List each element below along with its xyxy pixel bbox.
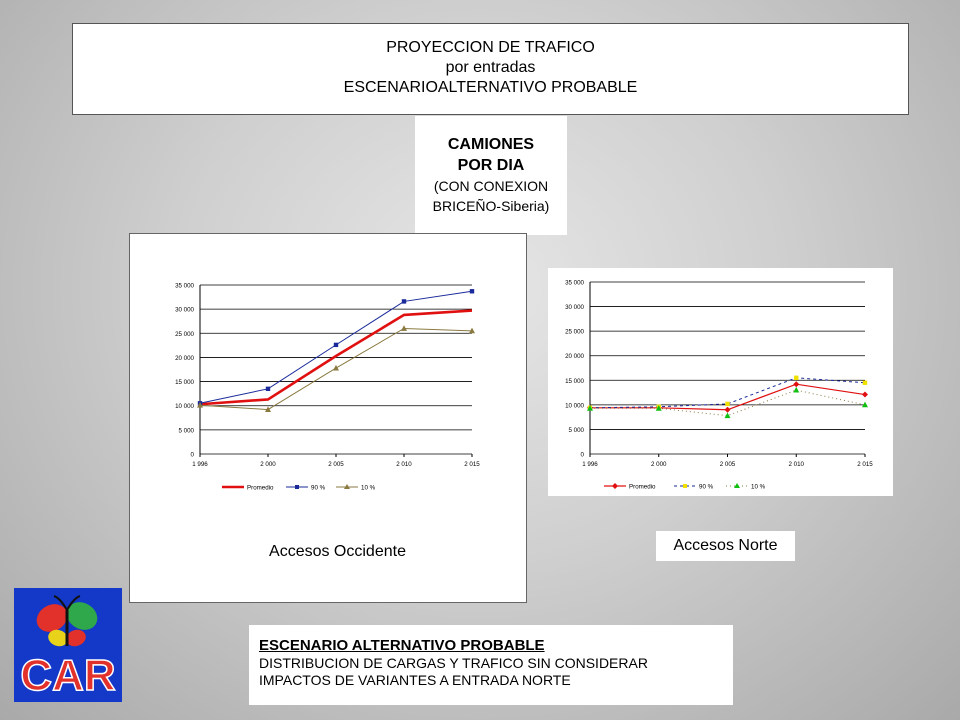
logo-text: CAR: [20, 651, 116, 700]
note-line-1: DISTRIBUCION DE CARGAS Y TRAFICO SIN CONSIDERAR: [259, 655, 648, 671]
north-legend-label: 10 %: [751, 483, 766, 491]
north-legend-label: Promedio: [629, 483, 656, 491]
north-ytick-label: 10 000: [565, 402, 584, 410]
north-xtick-label: 1 996: [582, 461, 598, 468]
west-series-line-1: [200, 291, 472, 403]
north-ytick-label: 25 000: [565, 328, 584, 336]
north-xtick-label: 2 010: [788, 461, 804, 468]
north-ytick-label: 15 000: [565, 377, 584, 385]
west-ytick-label: 35 000: [175, 282, 194, 290]
north-legend-marker: [612, 483, 618, 489]
north-point: [725, 407, 731, 413]
title-line-2: por entradas: [445, 59, 536, 76]
north-legend-marker: [683, 484, 687, 488]
west-legend-label: Promedio: [247, 484, 274, 492]
west-xtick-label: 1 996: [192, 461, 208, 468]
title-line-1: PROYECCION DE TRAFICO: [386, 39, 595, 56]
north-ytick-label: 30 000: [565, 304, 584, 312]
north-legend-label: 90 %: [699, 483, 714, 491]
west-point: [333, 365, 339, 371]
west-ytick-label: 20 000: [175, 354, 194, 362]
north-xtick-label: 2 005: [719, 461, 736, 468]
west-point: [266, 387, 270, 391]
west-ytick-label: 10 000: [175, 403, 194, 411]
label-accesos-norte: Accesos Norte: [656, 531, 795, 561]
west-ytick-label: 5 000: [178, 427, 194, 435]
west-legend-marker: [295, 485, 299, 489]
west-ytick-label: 30 000: [175, 306, 194, 314]
title-line-3: ESCENARIOALTERNATIVO PROBABLE: [343, 79, 638, 96]
north-point: [863, 381, 867, 385]
west-point: [402, 299, 406, 303]
west-ytick-label: 25 000: [175, 330, 194, 338]
west-xtick-label: 2 010: [396, 461, 412, 468]
west-xtick-label: 2 015: [464, 461, 480, 468]
car-logo: [14, 588, 122, 702]
west-point: [470, 289, 474, 293]
west-ytick-label: 15 000: [175, 379, 194, 387]
north-point: [862, 392, 868, 398]
butterfly-icon: [14, 588, 122, 702]
subtitle-line-1: CAMIONES: [447, 136, 535, 153]
north-ytick-label: 5 000: [568, 426, 584, 434]
west-legend-label: 10 %: [361, 484, 376, 492]
title-box: [72, 23, 909, 115]
north-ytick-label: 35 000: [565, 279, 584, 287]
north-xtick-label: 2 015: [857, 461, 873, 468]
west-xtick-label: 2 005: [328, 461, 344, 468]
north-point: [793, 387, 799, 393]
note-heading: ESCENARIO ALTERNATIVO PROBABLE: [259, 637, 545, 654]
west-point: [334, 343, 338, 347]
north-xtick-label: 2 000: [651, 461, 667, 468]
north-ytick-label: 20 000: [565, 353, 584, 361]
west-legend-label: 90 %: [311, 484, 326, 492]
subtitle-box: [415, 116, 567, 235]
north-point: [793, 381, 799, 387]
note-box: [249, 625, 733, 705]
subtitle-line-4: BRICEÑO-Siberia): [432, 198, 550, 214]
west-ytick-label: 0: [190, 451, 194, 459]
chart-north: [548, 268, 893, 496]
north-point: [725, 402, 729, 406]
note-line-2: IMPACTOS DE VARIANTES A ENTRADA NORTE: [259, 672, 571, 688]
west-xtick-label: 2 000: [260, 461, 276, 468]
north-ytick-label: 0: [580, 451, 584, 459]
subtitle-line-3: (CON CONEXION: [433, 178, 549, 194]
chart-frame-north: [548, 268, 893, 496]
label-accesos-occidente: Accesos Occidente: [250, 540, 425, 564]
subtitle-line-2: POR DIA: [457, 157, 525, 174]
north-point: [794, 376, 798, 380]
